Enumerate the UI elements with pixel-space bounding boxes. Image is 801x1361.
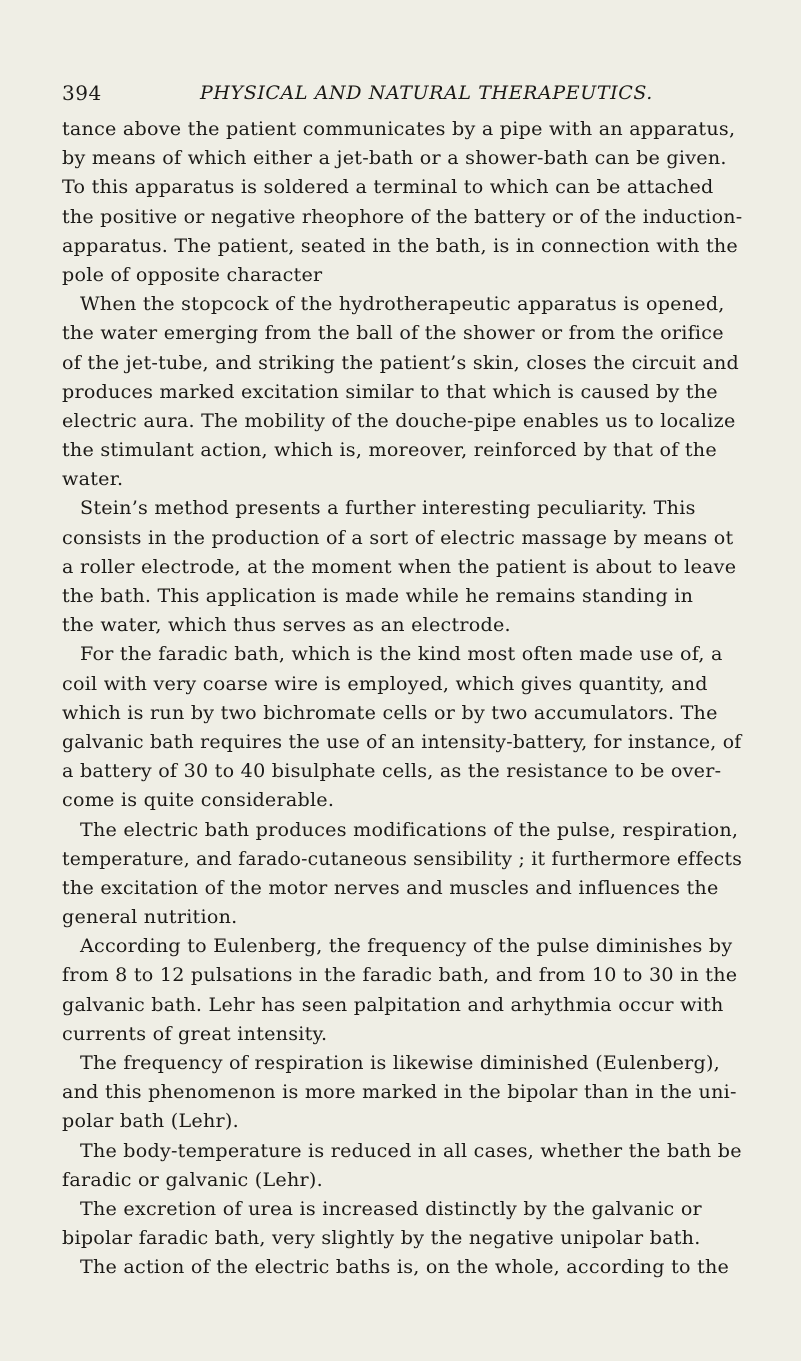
- text-line: of the jet-tube, and striking the patient’s skin, closes the circuit and: [62, 350, 740, 374]
- text-line: To this apparatus is soldered a terminal to which can be attached: [62, 175, 714, 199]
- text-line: which is run by two bichromate cells or by two accumulators. The: [62, 700, 718, 724]
- text-line: The frequency of respiration is likewise diminished (Eulenberg),: [80, 1051, 720, 1074]
- text-line: consists in the production of a sort of electric massage by means ot: [62, 525, 734, 549]
- text-line: For the faradic bath, which is the kind most often made use of, a: [80, 642, 723, 666]
- text-line: polar bath (Lehr).: [62, 1109, 239, 1133]
- text-line: temperature, and farado-cutaneous sensibility ; it furthermore effects: [62, 846, 743, 870]
- text-line: general nutrition.: [62, 905, 238, 929]
- text-line: electric aura. The mobility of the douche-pipe enables us to localize: [62, 408, 736, 432]
- text-line: The action of the electric baths is, on the whole, according to the: [80, 1255, 730, 1279]
- text-line: tance above the patient communicates by a pipe with an apparatus,: [62, 117, 736, 140]
- body-text: [62, 114, 742, 1282]
- text-line: the water, which thus serves as an electrode.: [62, 613, 511, 637]
- text-line: by means of which either a jet-bath or a shower-bath can be given.: [62, 146, 727, 170]
- text-line: from 8 to 12 pulsations in the faradic bath, and from 10 to 30 in the: [62, 963, 738, 987]
- text-line: the positive or negative rheophore of the battery or of the induction-: [62, 204, 743, 228]
- text-line: The electric bath produces modifications of the pulse, respiration,: [80, 817, 739, 841]
- text-line: produces marked excitation similar to that which is caused by the: [62, 379, 718, 403]
- text-line: According to Eulenberg, the frequency of the pulse diminishes by: [80, 934, 733, 958]
- text-line: galvanic bath. Lehr has seen palpitation and arhythmia occur with: [62, 992, 724, 1016]
- text-line: pole of opposite character: [62, 262, 323, 286]
- running-head: [62, 81, 739, 111]
- text-line: the water emerging from the ball of the shower or from the orifice: [62, 321, 724, 345]
- text-line: a roller electrode, at the moment when the patient is about to leave: [62, 554, 737, 578]
- text-line: galvanic bath requires the use of an intensity-battery, for instance, of: [62, 729, 742, 753]
- text-line: When the stopcock of the hydrotherapeutic apparatus is opened,: [80, 292, 725, 316]
- text-line: bipolar faradic bath, very slightly by the negative unipolar bath.: [62, 1226, 701, 1250]
- text-line: The body-temperature is reduced in all cases, whether the bath be: [79, 1138, 742, 1162]
- text-line: faradic or galvanic (Lehr).: [62, 1167, 323, 1191]
- text-line: and this phenomenon is more marked in the bipolar than in the uni-: [62, 1080, 737, 1104]
- text-line: come is quite considerable.: [62, 788, 335, 812]
- page-number: 394: [62, 81, 102, 105]
- text-line: The excretion of urea is increased distinctly by the galvanic or: [80, 1196, 702, 1220]
- text-line: the excitation of the motor nerves and muscles and influences the: [62, 875, 719, 899]
- running-title: PHYSICAL AND NATURAL THERAPEUTICS.: [200, 82, 653, 104]
- text-line: apparatus. The patient, seated in the bath, is in connection with the: [62, 233, 738, 257]
- text-line: coil with very coarse wire is employed, which gives quantity, and: [62, 671, 708, 695]
- text-line: the stimulant action, which is, moreover, reinforced by that of the: [62, 438, 717, 462]
- text-line: a battery of 30 to 40 bisulphate cells, as the resistance to be over-: [62, 759, 722, 783]
- text-line: water.: [62, 467, 124, 491]
- text-line: Stein’s method presents a further interesting peculiarity. This: [80, 496, 696, 520]
- text-line: currents of great intensity.: [62, 1021, 328, 1045]
- text-line: the bath. This application is made while he remains standing in: [62, 584, 694, 607]
